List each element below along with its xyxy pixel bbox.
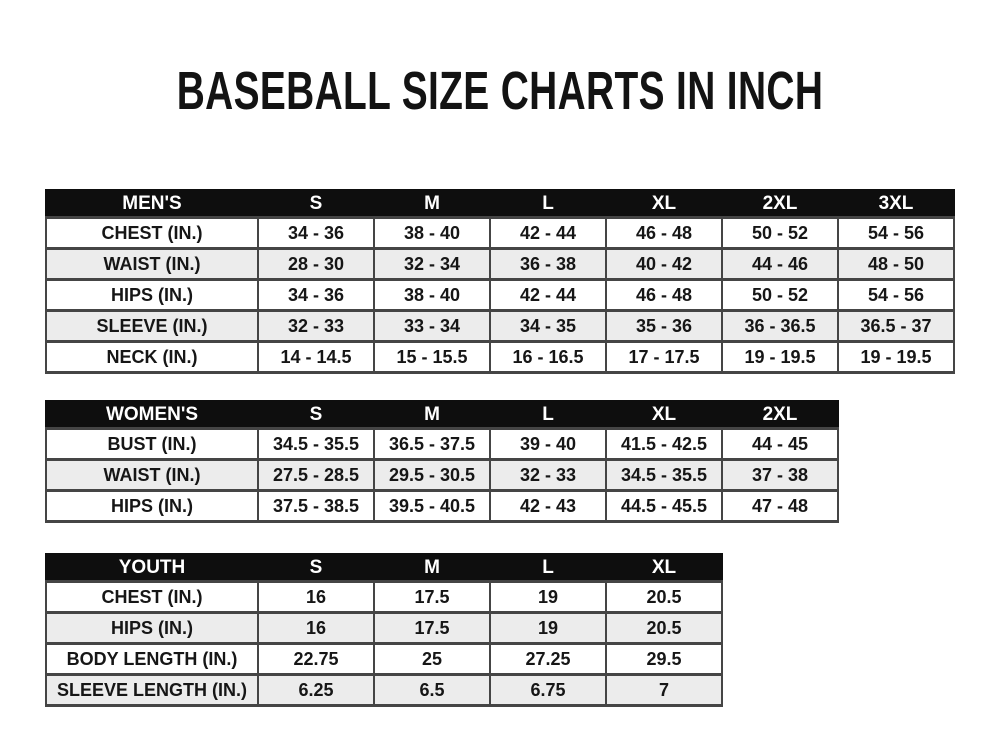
size-column-header: L: [490, 401, 606, 429]
youth-header-row: [46, 554, 722, 582]
size-value-cell: 16 - 16.5: [490, 342, 606, 373]
size-value-cell: 35 - 36: [606, 311, 722, 342]
size-value-cell: 39 - 40: [490, 429, 606, 460]
size-value-cell: 6.75: [490, 675, 606, 706]
size-value-cell: 46 - 48: [606, 280, 722, 311]
row-label: BODY LENGTH (IN.): [46, 644, 258, 675]
table-row: [46, 342, 954, 373]
size-value-cell: 41.5 - 42.5: [606, 429, 722, 460]
size-value-cell: 34.5 - 35.5: [258, 429, 374, 460]
row-label: SLEEVE LENGTH (IN.): [46, 675, 258, 706]
size-value-cell: 34 - 36: [258, 280, 374, 311]
size-value-cell: 14 - 14.5: [258, 342, 374, 373]
table-row: [46, 491, 838, 522]
size-value-cell: 29.5: [606, 644, 722, 675]
size-column-header: 3XL: [838, 190, 954, 218]
mens-header-row: [46, 190, 954, 218]
size-value-cell: 19: [490, 613, 606, 644]
row-label: WAIST (IN.): [46, 249, 258, 280]
table-row: [46, 218, 954, 249]
size-value-cell: 22.75: [258, 644, 374, 675]
table-row: [46, 249, 954, 280]
size-value-cell: 32 - 33: [490, 460, 606, 491]
row-label: CHEST (IN.): [46, 582, 258, 613]
size-value-cell: 36.5 - 37: [838, 311, 954, 342]
size-value-cell: 38 - 40: [374, 280, 490, 311]
size-value-cell: 32 - 34: [374, 249, 490, 280]
womens-size-table: [45, 400, 839, 523]
size-column-header: L: [490, 554, 606, 582]
page-title: BASEBALL SIZE CHARTS IN INCH: [176, 61, 824, 121]
size-column-header: M: [374, 401, 490, 429]
size-value-cell: 7: [606, 675, 722, 706]
table-row: [46, 644, 722, 675]
mens-table-title: MEN'S: [46, 190, 258, 218]
size-value-cell: 16: [258, 613, 374, 644]
size-value-cell: 36 - 36.5: [722, 311, 838, 342]
size-value-cell: 19 - 19.5: [838, 342, 954, 373]
table-row: [46, 280, 954, 311]
table-row: [46, 429, 838, 460]
size-value-cell: 44 - 46: [722, 249, 838, 280]
size-column-header: M: [374, 554, 490, 582]
size-value-cell: 17 - 17.5: [606, 342, 722, 373]
size-value-cell: 39.5 - 40.5: [374, 491, 490, 522]
size-value-cell: 37 - 38: [722, 460, 838, 491]
size-value-cell: 50 - 52: [722, 280, 838, 311]
size-value-cell: 19 - 19.5: [722, 342, 838, 373]
size-column-header: M: [374, 190, 490, 218]
size-value-cell: 40 - 42: [606, 249, 722, 280]
size-value-cell: 25: [374, 644, 490, 675]
size-column-header: 2XL: [722, 401, 838, 429]
size-value-cell: 38 - 40: [374, 218, 490, 249]
youth-size-table: [45, 553, 723, 707]
youth-table-title: YOUTH: [46, 554, 258, 582]
size-value-cell: 50 - 52: [722, 218, 838, 249]
size-column-header: L: [490, 190, 606, 218]
size-column-header: S: [258, 554, 374, 582]
size-value-cell: 46 - 48: [606, 218, 722, 249]
size-column-header: S: [258, 190, 374, 218]
size-column-header: XL: [606, 401, 722, 429]
row-label: HIPS (IN.): [46, 613, 258, 644]
row-label: CHEST (IN.): [46, 218, 258, 249]
size-value-cell: 37.5 - 38.5: [258, 491, 374, 522]
size-value-cell: 44 - 45: [722, 429, 838, 460]
row-label: HIPS (IN.): [46, 280, 258, 311]
size-value-cell: 27.25: [490, 644, 606, 675]
size-value-cell: 6.25: [258, 675, 374, 706]
size-value-cell: 44.5 - 45.5: [606, 491, 722, 522]
size-value-cell: 27.5 - 28.5: [258, 460, 374, 491]
row-label: NECK (IN.): [46, 342, 258, 373]
size-value-cell: 33 - 34: [374, 311, 490, 342]
size-column-header: XL: [606, 190, 722, 218]
size-value-cell: 47 - 48: [722, 491, 838, 522]
table-row: [46, 582, 722, 613]
size-value-cell: 32 - 33: [258, 311, 374, 342]
size-value-cell: 29.5 - 30.5: [374, 460, 490, 491]
size-value-cell: 36.5 - 37.5: [374, 429, 490, 460]
table-row: [46, 311, 954, 342]
size-value-cell: 28 - 30: [258, 249, 374, 280]
row-label: WAIST (IN.): [46, 460, 258, 491]
mens-size-table: [45, 189, 955, 374]
table-row: [46, 613, 722, 644]
table-row: [46, 675, 722, 706]
size-value-cell: 34.5 - 35.5: [606, 460, 722, 491]
row-label: BUST (IN.): [46, 429, 258, 460]
size-value-cell: 17.5: [374, 613, 490, 644]
row-label: SLEEVE (IN.): [46, 311, 258, 342]
table-row: [46, 460, 838, 491]
size-value-cell: 6.5: [374, 675, 490, 706]
size-value-cell: 48 - 50: [838, 249, 954, 280]
size-value-cell: 34 - 35: [490, 311, 606, 342]
size-value-cell: 54 - 56: [838, 280, 954, 311]
size-value-cell: 42 - 43: [490, 491, 606, 522]
size-value-cell: 20.5: [606, 582, 722, 613]
size-column-header: 2XL: [722, 190, 838, 218]
size-value-cell: 34 - 36: [258, 218, 374, 249]
size-value-cell: 16: [258, 582, 374, 613]
size-column-header: S: [258, 401, 374, 429]
womens-table-title: WOMEN'S: [46, 401, 258, 429]
size-column-header: XL: [606, 554, 722, 582]
size-value-cell: 17.5: [374, 582, 490, 613]
size-value-cell: 19: [490, 582, 606, 613]
womens-header-row: [46, 401, 838, 429]
size-value-cell: 36 - 38: [490, 249, 606, 280]
size-value-cell: 20.5: [606, 613, 722, 644]
size-value-cell: 54 - 56: [838, 218, 954, 249]
size-value-cell: 15 - 15.5: [374, 342, 490, 373]
size-value-cell: 42 - 44: [490, 218, 606, 249]
row-label: HIPS (IN.): [46, 491, 258, 522]
size-value-cell: 42 - 44: [490, 280, 606, 311]
